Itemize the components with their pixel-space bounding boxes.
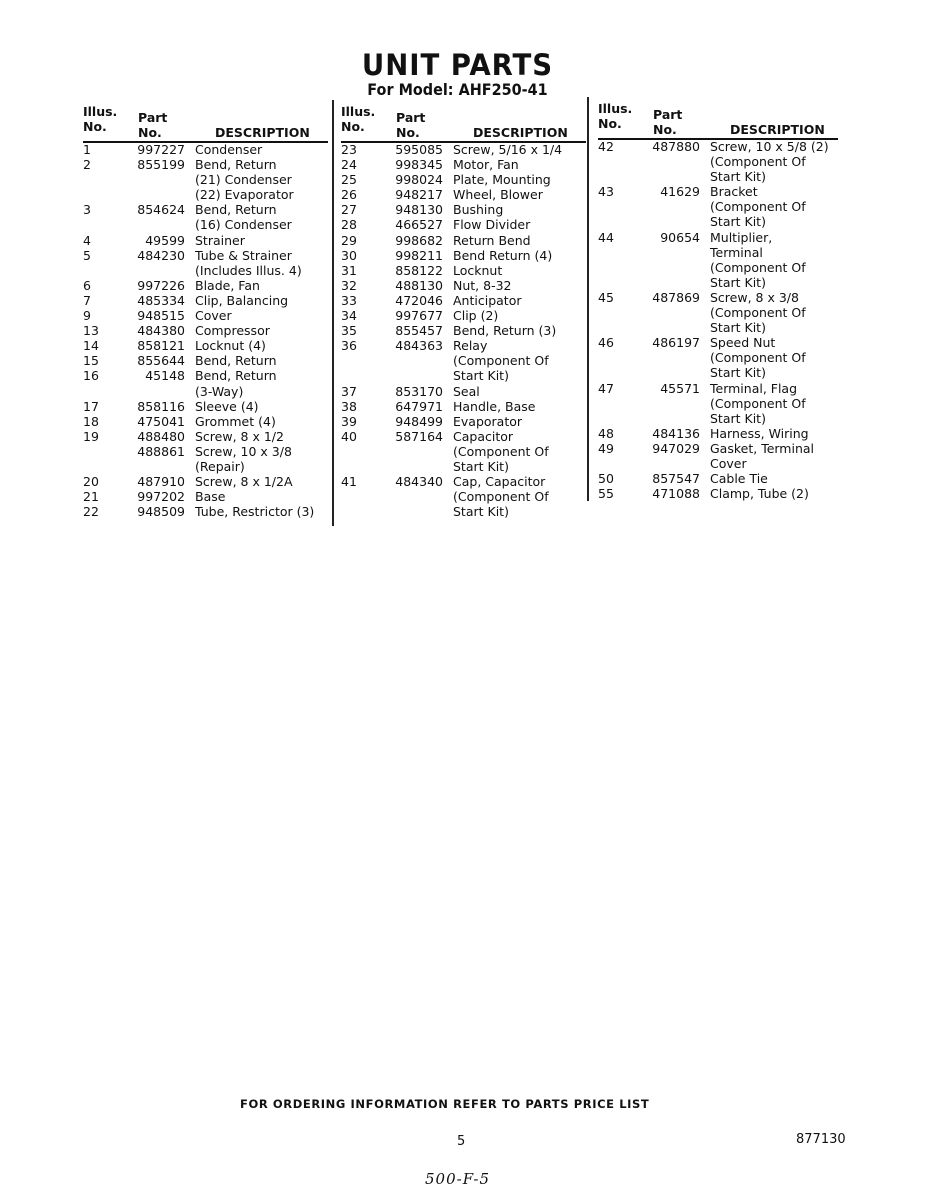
ordering-info-note: FOR ORDERING INFORMATION REFER TO PARTS PRICE LIST — [240, 1097, 650, 1111]
part-number: 855457 — [395, 323, 443, 339]
description-line: Clamp, Tube (2) — [710, 486, 809, 502]
illus-number: 17 — [83, 398, 99, 414]
illus-number: 36 — [341, 338, 357, 354]
table-row — [341, 414, 591, 429]
illus-number: 33 — [341, 292, 357, 308]
description-line: Base — [195, 489, 226, 505]
column-header — [341, 104, 591, 142]
description-line: Grommet (4) — [195, 413, 276, 429]
table-row — [598, 486, 848, 501]
description-line: (Component Of — [453, 489, 549, 505]
description — [453, 384, 591, 399]
description — [453, 414, 591, 429]
illus-number: 24 — [341, 157, 357, 173]
description — [710, 335, 848, 380]
header-description: DESCRIPTION — [730, 122, 825, 137]
illus-number: 55 — [598, 486, 614, 502]
part-number: 45148 — [145, 368, 185, 384]
part-number: 484380 — [137, 323, 185, 339]
part-number: 484363 — [395, 338, 443, 354]
part-number: 948515 — [137, 308, 185, 324]
description-line: Bushing — [453, 202, 504, 218]
part-number: 948217 — [395, 187, 443, 203]
illus-number: 44 — [598, 229, 614, 245]
part-number: 854624 — [137, 202, 185, 218]
table-row — [83, 353, 333, 368]
illus-number: 21 — [83, 489, 99, 505]
table-row — [341, 323, 591, 338]
description — [195, 233, 333, 248]
description — [453, 157, 591, 172]
description — [195, 278, 333, 293]
header-illus-2: No. — [598, 116, 622, 131]
description — [195, 353, 333, 368]
description-line: Cable Tie — [710, 471, 768, 487]
part-number: 997677 — [395, 308, 443, 324]
part-number: 486197 — [652, 335, 700, 351]
description-line: Sleeve (4) — [195, 398, 259, 414]
header-part-2: No. — [653, 122, 677, 137]
table-row — [341, 429, 591, 474]
table-row — [83, 202, 333, 232]
table-row — [341, 172, 591, 187]
description — [453, 293, 591, 308]
description-line: Capacitor — [453, 428, 514, 444]
part-number: 45571 — [660, 380, 700, 396]
description-line: Screw, 5/16 x 1/4 — [453, 142, 563, 157]
description-line: Screw, 8 x 1/2 — [195, 428, 284, 444]
description — [195, 444, 333, 474]
table-row — [341, 293, 591, 308]
table-row — [341, 384, 591, 399]
description — [195, 308, 333, 323]
illus-number: 6 — [83, 277, 91, 293]
part-number: 485334 — [137, 292, 185, 308]
description-line: Wheel, Blower — [453, 187, 543, 203]
description — [710, 290, 848, 335]
description-line: Motor, Fan — [453, 157, 519, 173]
table-row — [598, 290, 848, 335]
description — [453, 187, 591, 202]
description — [453, 399, 591, 414]
table-row — [598, 441, 848, 471]
parts-column-2 — [341, 104, 591, 519]
illus-number: 45 — [598, 289, 614, 305]
description-line: Bend Return (4) — [453, 247, 553, 263]
part-number: 948509 — [137, 504, 185, 520]
illus-number: 42 — [598, 139, 614, 154]
table-row — [598, 471, 848, 486]
illus-number: 43 — [598, 184, 614, 200]
column-header — [598, 101, 848, 139]
description — [453, 323, 591, 338]
description-line: Anticipator — [453, 292, 522, 308]
description-line: (Component Of — [710, 350, 806, 366]
illus-number: 23 — [341, 142, 357, 157]
part-number: 998211 — [395, 247, 443, 263]
part-number: 488861 — [137, 443, 185, 459]
illus-number: 5 — [83, 247, 91, 263]
header-part-1: Part — [396, 110, 426, 125]
header-part-1: Part — [653, 107, 683, 122]
illus-number: 7 — [83, 292, 91, 308]
description — [195, 399, 333, 414]
table-row — [83, 368, 333, 398]
description — [710, 471, 848, 486]
illus-number: 31 — [341, 262, 357, 278]
part-number: 997202 — [137, 489, 185, 505]
description — [453, 172, 591, 187]
table-row — [341, 248, 591, 263]
description-line: (Component Of — [710, 395, 806, 411]
description-line: Terminal, Flag — [710, 380, 798, 396]
header-part-2: No. — [396, 125, 420, 140]
table-row — [341, 474, 591, 519]
table-row — [83, 308, 333, 323]
table-row — [598, 139, 848, 184]
table-row — [83, 323, 333, 338]
part-number: 947029 — [652, 440, 700, 456]
illus-number: 39 — [341, 413, 357, 429]
part-number: 488130 — [395, 277, 443, 293]
description-line: Screw, 8 x 1/2A — [195, 474, 293, 490]
model-subtitle: For Model: AHF250-41 — [367, 80, 548, 99]
part-number: 587164 — [395, 428, 443, 444]
table-row — [83, 293, 333, 308]
table-row — [83, 474, 333, 489]
description-line: Locknut — [453, 262, 503, 278]
part-number: 855644 — [137, 353, 185, 369]
part-number: 49599 — [145, 232, 185, 248]
illus-number: 13 — [83, 323, 99, 339]
table-row — [83, 429, 333, 444]
description-line: Plate, Mounting — [453, 172, 551, 188]
description-line: Bend, Return — [195, 368, 277, 384]
description — [453, 338, 591, 383]
description-line: Terminal — [710, 244, 763, 260]
description — [453, 429, 591, 474]
description — [453, 217, 591, 232]
illus-number: 50 — [598, 471, 614, 487]
illus-number: 40 — [341, 428, 357, 444]
table-row — [83, 414, 333, 429]
description — [710, 441, 848, 471]
part-number: 484340 — [395, 474, 443, 490]
illus-number: 19 — [83, 428, 99, 444]
table-row — [341, 308, 591, 323]
description-line: Speed Nut — [710, 335, 776, 351]
illus-number: 34 — [341, 308, 357, 324]
illus-number: 47 — [598, 380, 614, 396]
header-illus-1: Illus. — [598, 101, 633, 116]
table-row — [598, 335, 848, 380]
handwritten-note: 500-F-5 — [425, 1170, 491, 1188]
parts-column-1 — [83, 104, 333, 519]
description-line: Start Kit) — [710, 214, 766, 230]
description — [453, 248, 591, 263]
part-number: 998024 — [395, 172, 443, 188]
description-line: (Component Of — [710, 305, 806, 321]
description-line: Screw, 8 x 3/8 — [710, 289, 799, 305]
description-line: Clip, Balancing — [195, 292, 289, 308]
part-number: 948499 — [395, 413, 443, 429]
description-line: Evaporator — [453, 413, 523, 429]
part-number: 858122 — [395, 262, 443, 278]
illus-number: 15 — [83, 353, 99, 369]
part-number: 487910 — [137, 474, 185, 490]
part-number: 484230 — [137, 247, 185, 263]
description-line: (21) Condenser — [195, 172, 292, 188]
part-number: 595085 — [395, 142, 443, 157]
header-part-2: No. — [138, 125, 162, 140]
description-line: Bend, Return — [195, 157, 277, 173]
illus-number: 46 — [598, 335, 614, 351]
description-line: Bend, Return (3) — [453, 323, 557, 339]
description-line: (Component Of — [710, 199, 806, 215]
illus-number: 18 — [83, 413, 99, 429]
table-row — [83, 444, 333, 474]
description-line: Cover — [195, 308, 232, 324]
illus-number: 25 — [341, 172, 357, 188]
description-line: (3-Way) — [195, 383, 244, 399]
description-line: Bracket — [710, 184, 758, 200]
description-line: Screw, 10 x 3/8 — [195, 443, 292, 459]
description-line: Handle, Base — [453, 398, 536, 414]
description — [710, 381, 848, 426]
part-number: 471088 — [652, 486, 700, 502]
description-line: Multiplier, — [710, 229, 773, 245]
illus-number: 27 — [341, 202, 357, 218]
description — [453, 263, 591, 278]
illus-number: 20 — [83, 474, 99, 490]
description — [453, 142, 591, 157]
description — [453, 202, 591, 217]
table-row — [83, 399, 333, 414]
description-line: Blade, Fan — [195, 277, 260, 293]
table-row — [83, 504, 333, 519]
table-row — [341, 142, 591, 157]
table-row — [341, 157, 591, 172]
table-row — [83, 233, 333, 248]
illus-number: 2 — [83, 157, 91, 173]
description-line: Bend, Return — [195, 353, 277, 369]
header-illus-2: No. — [341, 119, 365, 134]
column-header — [83, 104, 333, 142]
description — [453, 278, 591, 293]
description — [195, 293, 333, 308]
part-number: 858121 — [137, 338, 185, 354]
illus-number: 4 — [83, 232, 91, 248]
description-line: Return Bend — [453, 232, 531, 248]
description — [195, 414, 333, 429]
description-line: (Includes Illus. 4) — [195, 262, 302, 278]
description-line: Start Kit) — [453, 368, 509, 384]
part-number: 90654 — [660, 229, 700, 245]
part-number: 998345 — [395, 157, 443, 173]
description-line: (22) Evaporator — [195, 187, 294, 203]
illus-number: 38 — [341, 398, 357, 414]
document-number: 877130 — [796, 1132, 846, 1147]
illus-number: 22 — [83, 504, 99, 520]
table-row — [341, 399, 591, 414]
description — [453, 474, 591, 519]
illus-number: 26 — [341, 187, 357, 203]
description — [195, 474, 333, 489]
description-line: Condenser — [195, 142, 263, 157]
table-row — [83, 489, 333, 504]
table-row — [83, 248, 333, 278]
table-row — [83, 278, 333, 293]
illus-number: 14 — [83, 338, 99, 354]
illus-number: 16 — [83, 368, 99, 384]
description-line: Cap, Capacitor — [453, 474, 546, 490]
illus-number: 3 — [83, 202, 91, 218]
description-line: Compressor — [195, 323, 270, 339]
part-number: 857547 — [652, 471, 700, 487]
description — [195, 157, 333, 202]
part-number: 472046 — [395, 292, 443, 308]
description-line: Relay — [453, 338, 488, 354]
part-number: 484136 — [652, 425, 700, 441]
table-row — [83, 157, 333, 202]
part-number: 997227 — [137, 142, 185, 157]
parts-column-3 — [598, 101, 848, 501]
part-number: 487880 — [652, 139, 700, 154]
part-number: 853170 — [395, 383, 443, 399]
description — [195, 429, 333, 444]
description-line: Start Kit) — [453, 458, 509, 474]
page-number: 5 — [457, 1134, 466, 1149]
table-row — [598, 381, 848, 426]
part-number: 948130 — [395, 202, 443, 218]
part-number: 487869 — [652, 289, 700, 305]
part-number: 41629 — [660, 184, 700, 200]
table-row — [83, 338, 333, 353]
header-illus-2: No. — [83, 119, 107, 134]
description-line: Clip (2) — [453, 308, 499, 324]
description-line: Screw, 10 x 5/8 (2) — [710, 139, 829, 154]
header-description: DESCRIPTION — [215, 125, 310, 140]
description — [453, 233, 591, 248]
illus-number: 30 — [341, 247, 357, 263]
description-line: Harness, Wiring — [710, 425, 809, 441]
part-number: 488480 — [137, 428, 185, 444]
illus-number: 48 — [598, 425, 614, 441]
description — [195, 368, 333, 398]
table-row — [83, 142, 333, 157]
description-line: Start Kit) — [710, 320, 766, 336]
table-row — [341, 233, 591, 248]
table-row — [341, 263, 591, 278]
part-number: 475041 — [137, 413, 185, 429]
description — [195, 323, 333, 338]
table-row — [341, 338, 591, 383]
description-line: (Component Of — [710, 154, 806, 170]
illus-number: 32 — [341, 277, 357, 293]
description-line: (Component Of — [453, 353, 549, 369]
description-line: (Component Of — [710, 259, 806, 275]
description-line: (Component Of — [453, 443, 549, 459]
description — [710, 139, 848, 184]
part-number: 998682 — [395, 232, 443, 248]
header-illus-1: Illus. — [83, 104, 118, 119]
illus-number: 41 — [341, 474, 357, 490]
description-line: Start Kit) — [710, 410, 766, 426]
part-number: 997226 — [137, 277, 185, 293]
description-line: Seal — [453, 383, 480, 399]
part-number: 855199 — [137, 157, 185, 173]
illus-number: 9 — [83, 308, 91, 324]
table-row — [341, 217, 591, 232]
illus-number: 37 — [341, 383, 357, 399]
description-line: Start Kit) — [710, 365, 766, 381]
table-row — [341, 278, 591, 293]
description — [710, 426, 848, 441]
header-illus-1: Illus. — [341, 104, 376, 119]
description-line: (Repair) — [195, 458, 245, 474]
table-row — [341, 202, 591, 217]
header-part-1: Part — [138, 110, 168, 125]
description-line: Nut, 8-32 — [453, 277, 512, 293]
description — [710, 230, 848, 290]
table-row — [598, 230, 848, 290]
description-line: Start Kit) — [710, 274, 766, 290]
description — [195, 248, 333, 278]
illus-number: 28 — [341, 217, 357, 233]
illus-number: 1 — [83, 142, 91, 157]
description — [195, 202, 333, 232]
description-line: Locknut (4) — [195, 338, 266, 354]
description-line: (16) Condenser — [195, 217, 292, 233]
table-row — [598, 426, 848, 441]
illus-number: 49 — [598, 440, 614, 456]
description-line: Flow Divider — [453, 217, 531, 233]
description — [195, 142, 333, 157]
description-line: Cover — [710, 455, 747, 471]
description-line: Tube & Strainer — [195, 247, 292, 263]
table-row — [341, 187, 591, 202]
part-number: 466527 — [395, 217, 443, 233]
description — [195, 504, 333, 519]
part-number: 647971 — [395, 398, 443, 414]
description-line: Start Kit) — [710, 169, 766, 185]
description — [195, 489, 333, 504]
page-title: UNIT PARTS — [361, 48, 554, 82]
table-row — [598, 184, 848, 229]
header-description: DESCRIPTION — [473, 125, 568, 140]
description-line: Strainer — [195, 232, 245, 248]
description-line: Start Kit) — [453, 504, 509, 520]
description — [710, 486, 848, 501]
description-line: Bend, Return — [195, 202, 277, 218]
description-line: Tube, Restrictor (3) — [195, 504, 315, 520]
illus-number: 29 — [341, 232, 357, 248]
description — [453, 308, 591, 323]
description — [195, 338, 333, 353]
description-line: Gasket, Terminal — [710, 440, 815, 456]
description — [710, 184, 848, 229]
part-number: 858116 — [137, 398, 185, 414]
illus-number: 35 — [341, 323, 357, 339]
